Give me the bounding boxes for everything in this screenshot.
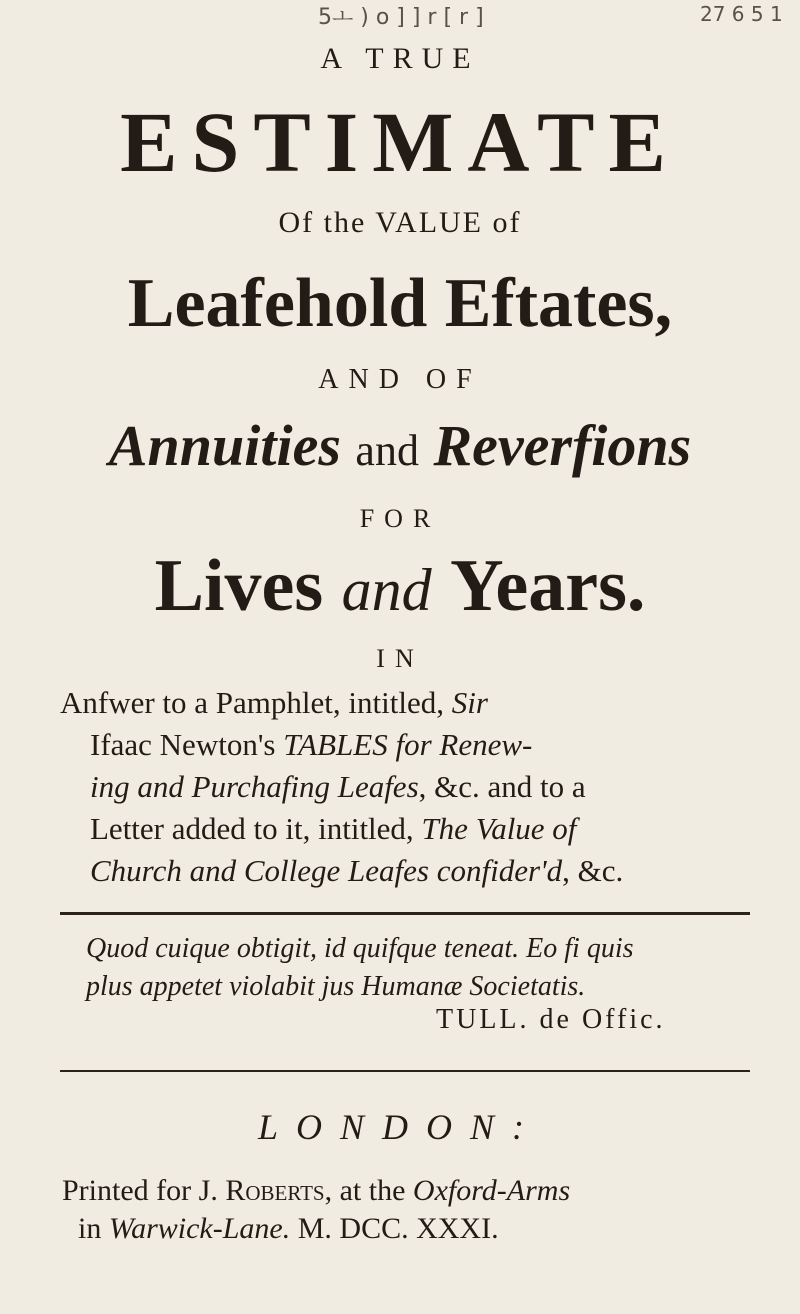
description-italic: TABLES for Renew-: [283, 727, 533, 762]
motto-attribution: TULL. de Offic.: [436, 1004, 666, 1035]
divider-bottom: [60, 1070, 750, 1072]
description-italic: Church and College Leafes confider'd: [90, 853, 563, 888]
title-and-of: AND OF: [318, 364, 482, 395]
title-lives: Lives: [154, 545, 324, 627]
title-for: FOR: [359, 504, 441, 533]
description-line-4: [90, 808, 576, 850]
description-italic: Sir: [451, 685, 488, 720]
description-italic: The Value of: [421, 811, 577, 846]
handwritten-shelfmark: 5ㅗ ) o ] ] r [ r ]: [318, 5, 484, 30]
title-leasehold-estates: Leafehold Eftates,: [127, 265, 673, 342]
imprint-text: in: [78, 1212, 109, 1245]
divider-top: [60, 912, 750, 915]
description-text: Letter added to it, intitled,: [90, 811, 422, 846]
description-text: , &c.: [562, 853, 624, 888]
imprint-date: M. DCC. XXXI.: [290, 1212, 499, 1245]
description-line-2: [90, 724, 532, 766]
title-annuities: Annuities: [108, 413, 341, 478]
title-annuities-line: [0, 410, 800, 487]
imprint-text: , at the: [324, 1174, 413, 1207]
imprint-text: Printed for J.: [62, 1174, 226, 1207]
title-lives-line: [0, 542, 800, 634]
description-text: Ifaac Newton's: [90, 727, 284, 762]
description-text: , &c. and to a: [418, 769, 586, 804]
imprint-printer: Roberts: [225, 1174, 325, 1207]
title-of-the-value-of: Of the VALUE of: [278, 206, 522, 239]
title-in: IN: [376, 644, 424, 673]
description-text: Anfwer to a Pamphlet, intitled,: [60, 685, 452, 720]
title-reversions: Reverfions: [433, 413, 692, 478]
description-line-1: [60, 682, 488, 724]
imprint-london: LONDON:: [257, 1107, 543, 1147]
title-estimate: ESTIMATE: [120, 94, 680, 190]
imprint-street: Warwick-Lane.: [108, 1212, 291, 1245]
description-line-5: [90, 850, 623, 892]
title-years: Years.: [450, 545, 646, 627]
description-line-3: [90, 766, 586, 808]
title-and-word: and: [355, 426, 419, 475]
imprint-line-1: [62, 1172, 570, 1210]
description-italic: ing and Purchafing Leafes: [90, 769, 419, 804]
imprint-sign: Oxford-Arms: [412, 1174, 571, 1207]
title-a-true: A TRUE: [320, 42, 480, 75]
motto-line-1: Quod cuique obtigit, id quifque teneat. Eo fi quis: [86, 933, 634, 964]
motto-line-2: plus appetet violabit jus Humanæ Societatis.: [86, 971, 586, 1002]
handwritten-number: 27 6 5 1: [700, 2, 783, 26]
title-and-italic: and: [341, 557, 432, 623]
imprint-line-2: [78, 1210, 499, 1248]
